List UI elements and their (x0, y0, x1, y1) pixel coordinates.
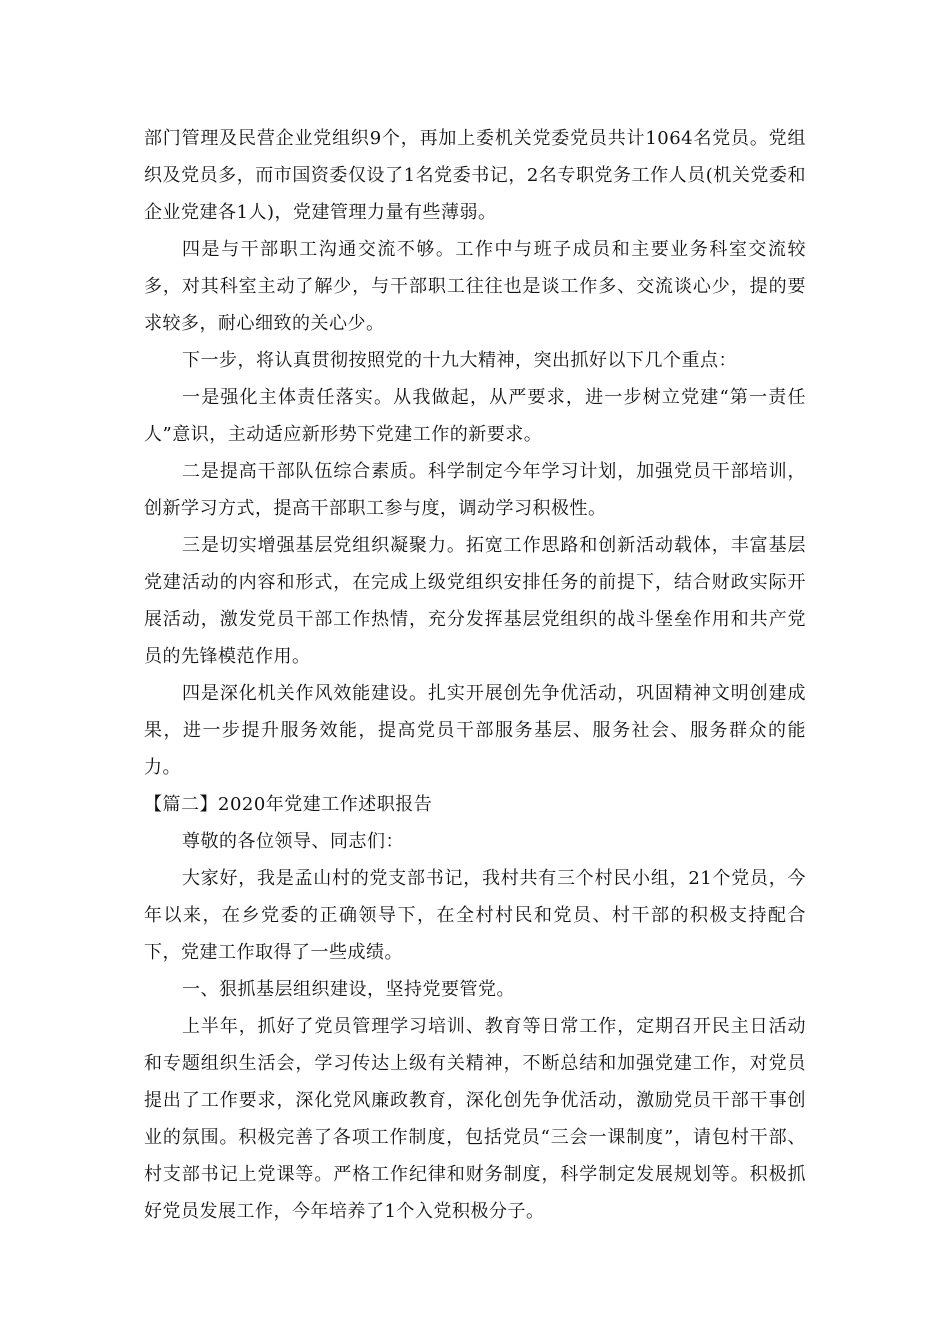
paragraph: 一是强化主体责任落实。从我做起，从严要求，进一步树立党建“第一责任人”意识，主动适应新形势下党建工作的新要求。 (144, 387, 806, 445)
salutation: 尊敬的各位领导、同志们： (182, 831, 404, 852)
paragraph: 三是切实增强基层党组织凝聚力。拓宽工作思路和创新活动载体，丰富基层党建活动的内容和形式，在完成上级党组织安排任务的前提下，结合财政实际开展活动，激发党员干部工作热情，充分发挥基层党组织的战斗堡垒作用和共产党员的先锋模范作用。 (144, 535, 806, 667)
paragraph: 下一步，将认真贯彻按照党的十九大精神，突出抓好以下几个重点： (182, 350, 737, 371)
paragraph: 部门管理及民营企业党组织9个，再加上委机关党委党员共计1064名党员。党组织及党员多，而市国资委仅设了1名党委书记，2名专职党务工作人员(机关党委和企业党建各1人)，党建管理力量有些薄弱。 (144, 128, 806, 223)
document-page (144, 120, 806, 1230)
paragraph: 四是与干部职工沟通交流不够。工作中与班子成员和主要业务科室交流较多，对其科室主动了解少，与干部职工往往也是谈工作多、交流谈心少，提的要求较多，耐心细致的关心少。 (144, 239, 806, 334)
section-heading: 【篇二】2020年党建工作述职报告 (144, 794, 433, 815)
paragraph: 二是提高干部队伍综合素质。科学制定今年学习计划，加强党员干部培训，创新学习方式，提高干部职工参与度，调动学习积极性。 (144, 461, 806, 519)
subheading: 一、狠抓基层组织建设，坚持党要管党。 (182, 979, 515, 1000)
paragraph: 四是深化机关作风效能建设。扎实开展创先争优活动，巩固精神文明创建成果，进一步提升服务效能，提高党员干部服务基层、服务社会、服务群众的能力。 (144, 683, 806, 778)
paragraph: 上半年，抓好了党员管理学习培训、教育等日常工作，定期召开民主日活动和专题组织生活会，学习传达上级有关精神，不断总结和加强党建工作，对党员提出了工作要求，深化党风廉政教育，深化创先争优活动，激励党员干部干事创业的氛围。积极完善了各项工作制度，包括党员“三会一课制度”，请包村干部、村支部书记上党课等。严格工作纪律和财务制度，科学制定发展规划等。积极抓好党员发展工作，今年培养了1个入党积极分子。 (144, 1016, 806, 1222)
paragraph: 大家好，我是孟山村的党支部书记，我村共有三个村民小组，21个党员，今年以来，在乡党委的正确领导下，在全村村民和党员、村干部的积极支持配合下，党建工作取得了一些成绩。 (144, 868, 806, 963)
